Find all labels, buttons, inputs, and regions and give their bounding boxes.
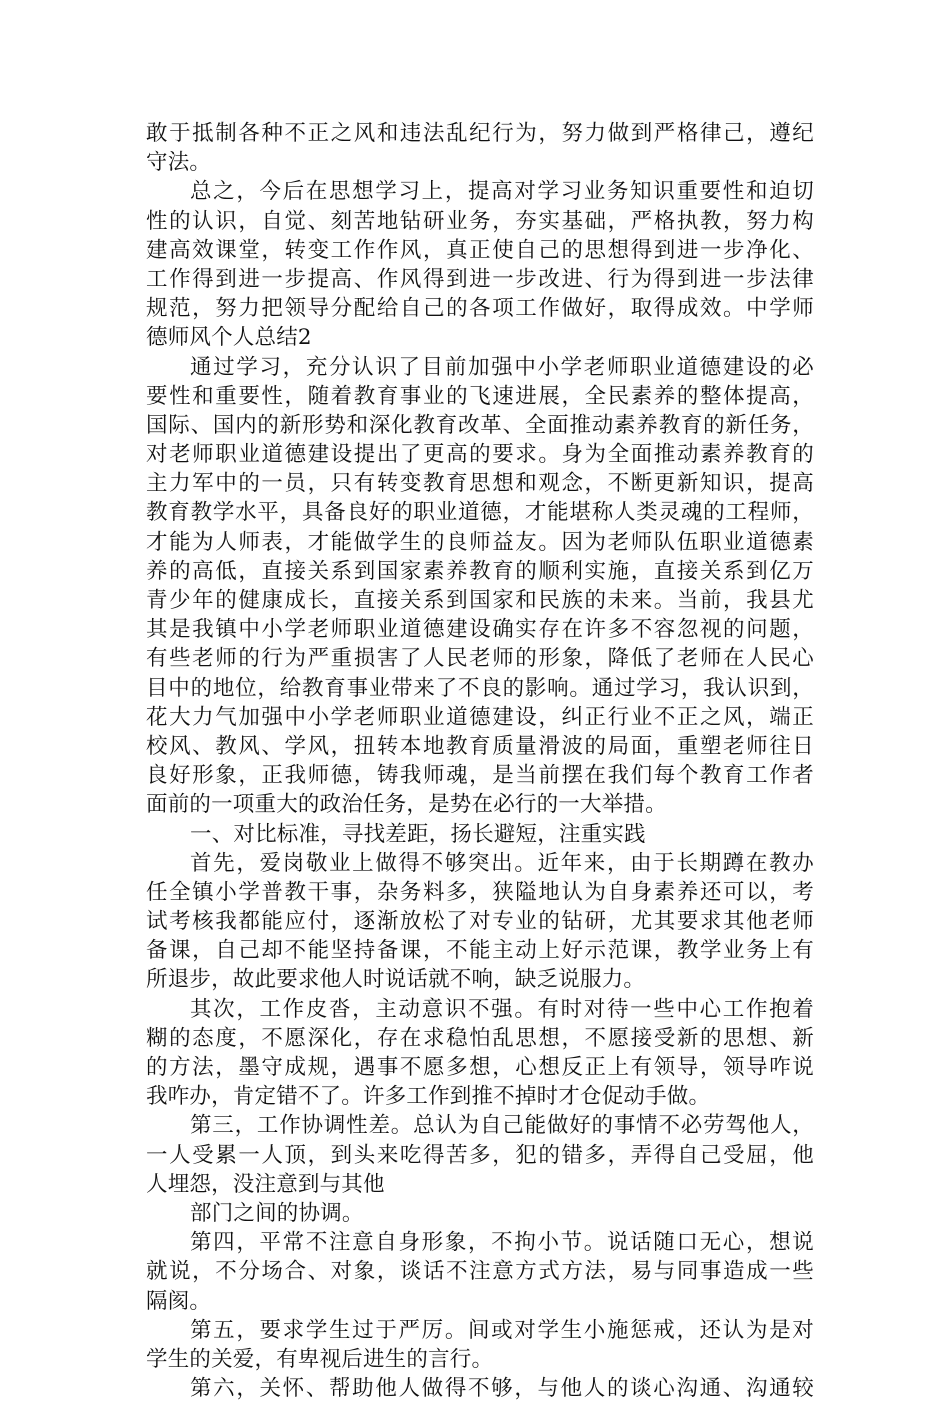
text-line: 花大力气加强中小学老师职业道德建设，纠正行业不正之风，端正	[146, 704, 814, 730]
text-line: 所退步，故此要求他人时说话就不响，缺乏说服力。	[146, 967, 646, 993]
text-line: 人埋怨，没注意到与其他	[146, 1171, 385, 1197]
text-line: 有些老师的行为严重损害了人民老师的形象，降低了老师在人民心	[146, 646, 814, 672]
text-line: 任全镇小学普教干事，杂务料多，狭隘地认为自身素养还可以，考	[146, 879, 814, 905]
paragraph-first-line: 总之，今后在思想学习上，提高对学习业务知识重要性和迫切	[190, 179, 814, 205]
text-line: 才能为人师表，才能做学生的良师益友。因为老师队伍职业道德素	[146, 529, 814, 555]
text-line: 学生的关爱，有卑视后进生的言行。	[146, 1346, 494, 1372]
text-line: 规范，努力把领导分配给自己的各项工作做好，取得成效。中学师	[146, 296, 814, 322]
text-line: 守法。	[146, 150, 212, 176]
text-line: 国际、国内的新形势和深化教育改革、全面推动素养教育的新任务，	[146, 412, 814, 438]
text-line: 青少年的健康成长，直接关系到国家和民族的未来。当前，我县尤	[146, 588, 814, 613]
text-line: 教育教学水平，具备良好的职业道德，才能堪称人类灵魂的工程师，	[146, 500, 814, 526]
text-line: 部门之间的协调。	[190, 1200, 364, 1226]
text-line: 我咋办，肯定错不了。许多工作到推不掉时才仓促动手做。	[146, 1084, 711, 1110]
heading-line: 一、对比标准，寻找差距，扬长避短，注重实践	[190, 821, 646, 847]
text-line: 对老师职业道德建设提出了更高的要求。身为全面推动素养教育的	[146, 442, 814, 468]
text-line: 要性和重要性，随着教育事业的飞速进展，全民素养的整体提高，	[146, 383, 814, 409]
paragraph-first-line: 第三，工作协调性差。总认为自己能做好的事情不必劳驾他人，	[190, 1113, 814, 1139]
text-line: 工作得到进一步提高、作风得到进一步改进、行为得到进一步法律	[146, 266, 814, 292]
paragraph-first-line: 通过学习，充分认识了目前加强中小学老师职业道德建设的必	[190, 354, 814, 380]
text-line: 主力军中的一员，只有转变教育思想和观念，不断更新知识，提高	[146, 471, 814, 497]
section-title-line: 德师风个人总结2	[146, 325, 312, 351]
paragraph-first-line: 第五，要求学生过于严厉。间或对学生小施惩戒，还认为是对	[190, 1317, 814, 1343]
paragraph-first-line: 其次，工作皮沓，主动意识不强。有时对待一些中心工作抱着	[190, 996, 814, 1022]
text-line: 建高效课堂，转变工作作风，真正使自己的思想得到进一步净化、	[146, 237, 814, 263]
text-line: 性的认识，自觉、刻苦地钻研业务，夯实基础，严格执教，努力构	[146, 208, 814, 234]
text-line: 一人受累一人顶，到头来吃得苦多，犯的错多，弄得自己受屈，他	[146, 1142, 814, 1168]
text-line: 其是我镇中小学老师职业道德建设确实存在许多不容忽视的问题，	[146, 617, 814, 643]
text-line: 养的高低，直接关系到国家素养教育的顺利实施，直接关系到亿万	[146, 558, 814, 584]
document-page	[146, 119, 814, 1403]
text-line: 试考核我都能应付，逐渐放松了对专业的钻研，尤其要求其他老师	[146, 909, 814, 935]
paragraph-first-line: 首先，爱岗敬业上做得不够突出。近年来，由于长期蹲在教办	[190, 850, 814, 876]
paragraph-first-line: 第六，关怀、帮助他人做得不够，与他人的谈心沟通、沟通较	[190, 1376, 814, 1402]
text-line: 面前的一项重大的政治任务，是势在必行的一大举措。	[146, 792, 667, 818]
text-line: 校风、教风、学风，扭转本地教育质量滑波的局面，重塑老师往日	[146, 733, 814, 759]
text-line: 目中的地位，给教育事业带来了不良的影响。通过学习，我认识到，	[146, 675, 814, 701]
text-line: 敢于抵制各种不正之风和违法乱纪行为，努力做到严格律己，遵纪	[146, 121, 814, 146]
text-line: 糊的态度，不愿深化，存在求稳怕乱思想，不愿接受新的思想、新	[146, 1025, 814, 1051]
paragraph-first-line: 第四，平常不注意自身形象，不拘小节。说话随口无心，想说	[190, 1230, 814, 1256]
text-line: 备课，自己却不能坚持备课，不能主动上好示范课，教学业务上有	[146, 938, 814, 964]
text-line: 就说，不分场合、对象，谈话不注意方式方法，易与同事造成一些	[146, 1259, 814, 1285]
text-line: 隔阂。	[146, 1288, 212, 1314]
text-line: 的方法，墨守成规，遇事不愿多想，心想反正上有领导，领导咋说	[146, 1055, 814, 1080]
text-line: 良好形象，正我师德，铸我师魂，是当前摆在我们每个教育工作者	[146, 763, 814, 789]
